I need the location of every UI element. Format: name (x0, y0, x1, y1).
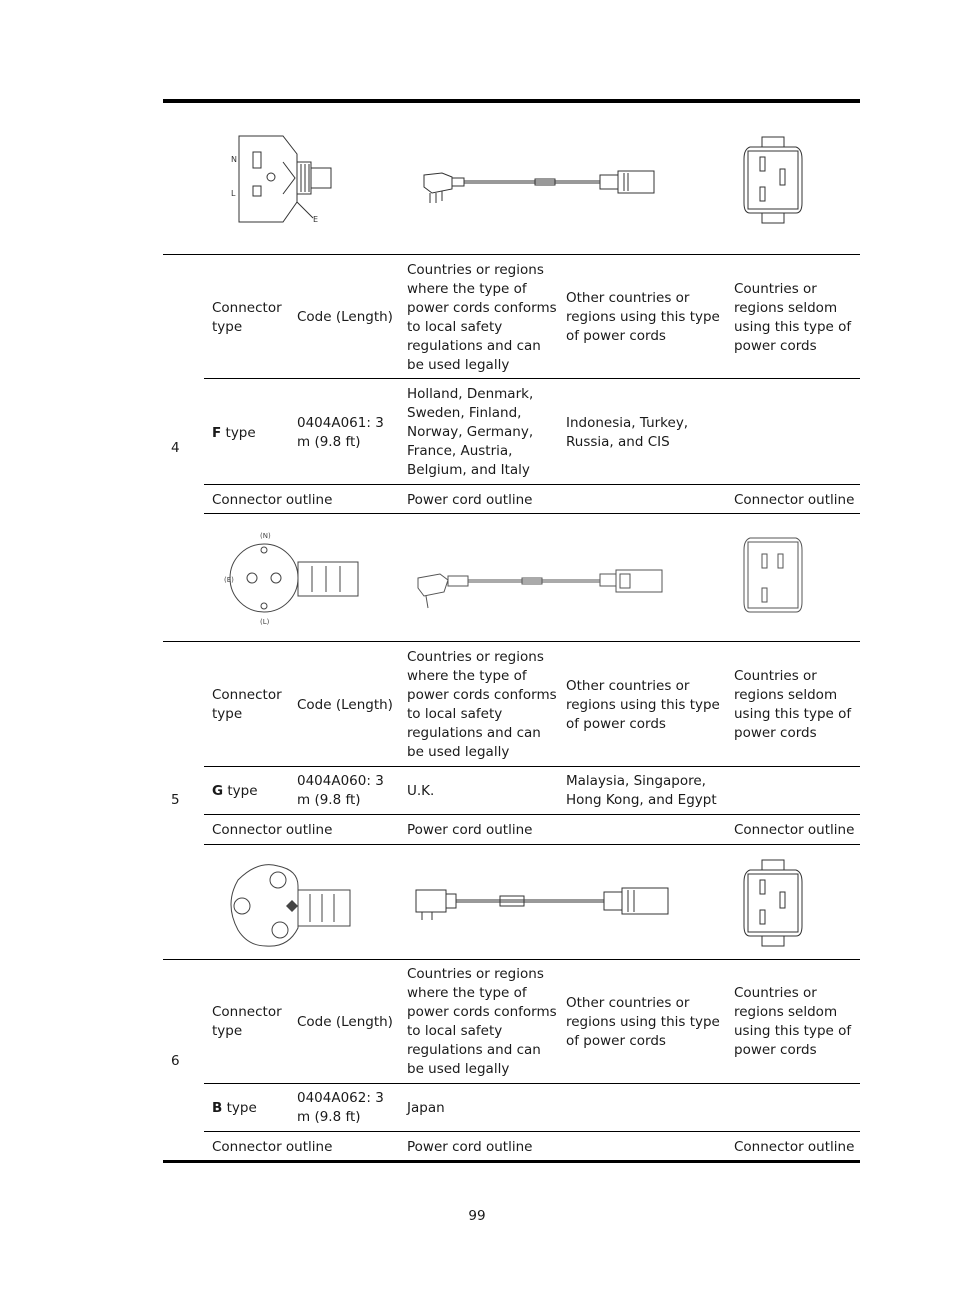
row-divider (163, 254, 860, 255)
connector-type-value: F type (212, 425, 256, 441)
header-connector-type: Connector type (212, 1004, 282, 1039)
code-value: 0404A062: 3 m (9.8 ft) (297, 1090, 384, 1125)
connector-outline-label-right: Connector outline (734, 1139, 855, 1155)
countries-legal-value: Holland, Denmark, Sweden, Finland, Norway, Germany, France, Austria, Belgium, and Italy (407, 386, 534, 478)
header-connector-type: Connector type (212, 300, 282, 335)
connector-outline-drawing-f-type (742, 532, 804, 618)
header-seldom-countries: Countries or regions seldom using this type of power cords (734, 281, 852, 354)
connector-type-value: G type (212, 783, 258, 799)
row-number: 5 (171, 792, 180, 808)
connector-drawing-3-plug (225, 132, 335, 227)
svg-text:(L): (L) (260, 618, 270, 626)
power-cord-drawing-3 (420, 165, 660, 207)
countries-legal-value: Japan (407, 1100, 445, 1116)
header-seldom-countries: Countries or regions seldom using this type of power cords (734, 985, 852, 1058)
header-code-length: Code (Length) (297, 1014, 393, 1030)
header-connector-type: Connector type (212, 687, 282, 722)
row-divider (163, 959, 860, 960)
row-divider (204, 513, 860, 514)
svg-text:(E): (E) (224, 576, 234, 584)
row-divider (204, 1083, 860, 1084)
row-divider (204, 484, 860, 485)
code-value: 0404A060: 3 m (9.8 ft) (297, 773, 384, 808)
power-cord-drawing-f-type (414, 566, 666, 610)
header-other-countries: Other countries or regions using this type of power cords (566, 678, 720, 732)
row-number: 4 (171, 440, 180, 456)
row-divider (204, 378, 860, 379)
row-divider (163, 641, 860, 642)
svg-text:N: N (231, 155, 237, 164)
connector-drawing-g-type (218, 858, 354, 952)
header-countries-legal: Countries or regions where the type of power cords conforms to local safety regulations and can be used legally (407, 649, 557, 760)
connector-drawing-f-type (222, 528, 362, 628)
page-number: 99 (468, 1208, 486, 1224)
connector-outline-label: Connector outline (212, 822, 333, 838)
row-divider (204, 766, 860, 767)
connector-outline-label-right: Connector outline (734, 492, 855, 508)
header-code-length: Code (Length) (297, 697, 393, 713)
power-cord-drawing-g-type (412, 882, 672, 922)
connector-outline-label-right: Connector outline (734, 822, 855, 838)
row-number: 6 (171, 1053, 180, 1069)
row-divider (204, 844, 860, 845)
header-other-countries: Other countries or regions using this type of power cords (566, 995, 720, 1049)
header-code-length: Code (Length) (297, 309, 393, 325)
other-countries-value: Indonesia, Turkey, Russia, and CIS (566, 415, 689, 450)
countries-legal-value: U.K. (407, 783, 435, 799)
power-cord-outline-label: Power cord outline (407, 1139, 533, 1155)
power-cord-outline-label: Power cord outline (407, 822, 533, 838)
power-cord-outline-label: Power cord outline (407, 492, 533, 508)
header-other-countries: Other countries or regions using this type of power cords (566, 290, 720, 344)
connector-outline-drawing-g-type (742, 858, 804, 948)
connector-outline-label: Connector outline (212, 492, 333, 508)
row-divider (204, 814, 860, 815)
header-seldom-countries: Countries or regions seldom using this type of power cords (734, 668, 852, 741)
connector-outline-drawing-3 (742, 135, 804, 225)
header-countries-legal: Countries or regions where the type of power cords conforms to local safety regulations and can be used legally (407, 262, 557, 373)
svg-text:E: E (313, 215, 319, 224)
table-bottom-rule (163, 1160, 860, 1163)
code-value: 0404A061: 3 m (9.8 ft) (297, 415, 384, 450)
svg-text:L: L (231, 189, 236, 198)
svg-text:(N): (N) (260, 532, 271, 540)
connector-outline-label: Connector outline (212, 1139, 333, 1155)
header-countries-legal: Countries or regions where the type of power cords conforms to local safety regulations and can be used legally (407, 966, 557, 1077)
other-countries-value: Malaysia, Singapore, Hong Kong, and Egypt (566, 773, 717, 808)
row-divider (204, 1131, 860, 1132)
table-top-rule (163, 99, 860, 103)
connector-type-value: B type (212, 1100, 257, 1116)
